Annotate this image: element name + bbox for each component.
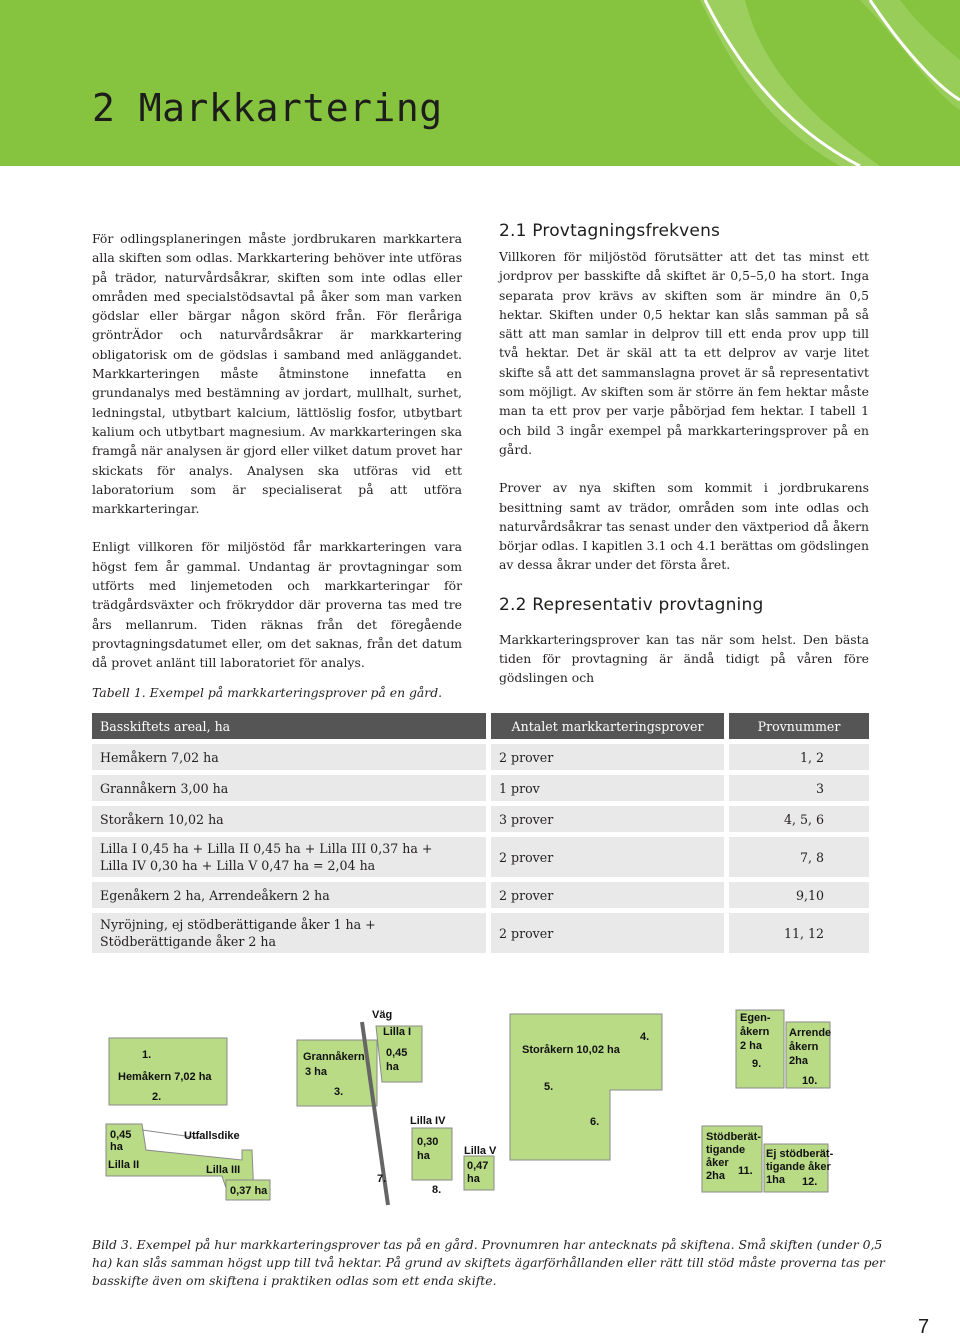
field-label: åkern — [740, 1026, 770, 1038]
column-header: Antalet markkarteringsprover — [486, 713, 724, 739]
figure-caption: Bild 3. Exempel på hur markkarteringsprover tas på en gård. Provnumren har antecknats på skiftena. Små skiften (under 0,5 ha) kan slås samman högst upp till två hektar. På grund av skiftets ägarförhållanden eller rätt till stöd måste proverna tas per basskifte även om skiftena i praktiken odlas som ett enda skifte. — [92, 1237, 885, 1288]
table-cell: Hemåkern 7,02 ha — [92, 744, 486, 770]
farm-map — [92, 1000, 892, 1210]
sample-number: 9. — [752, 1058, 762, 1070]
left-column — [92, 229, 462, 692]
table-cell: 2 prover — [486, 882, 724, 908]
table-cell — [92, 913, 486, 953]
table-cell: 3 — [724, 775, 869, 801]
chapter-header — [0, 0, 960, 166]
table-row — [92, 775, 869, 801]
table-cell: 2 prover — [486, 837, 724, 877]
section-heading: 2.2 Representativ provtagning — [499, 594, 764, 615]
table-cell: Grannåkern 3,00 ha — [92, 775, 486, 801]
field-label: Grannåkern — [303, 1051, 365, 1063]
chapter-title: 2 Markkartering — [92, 86, 443, 130]
field-label: Storåkern 10,02 ha — [522, 1044, 620, 1056]
column-header: Provnummer — [724, 713, 869, 739]
field-label: ha — [417, 1150, 430, 1162]
table-row — [92, 837, 869, 877]
sample-number: 4. — [640, 1031, 650, 1043]
leaf-decoration — [0, 0, 960, 166]
paragraph: Enligt villkoren för miljöstöd får markkarteringen vara högst fem år gammal. Undantag är provtagningar som utförts med linjemetoden och markkarteringar för trädgårdsväxter och frökryddor där proverna tas med tre års mellanrum. Tiden räknas från det föregående provtagningsdatumet eller, om det saknas, från det datum då provet anlänt till laboratoriet för analys. — [92, 539, 462, 671]
field-label: ha — [110, 1141, 123, 1153]
field-label: Lilla I — [383, 1026, 412, 1038]
field-label: 1ha — [766, 1174, 785, 1186]
field-label: Stödberät- — [706, 1131, 761, 1143]
table-cell: 1, 2 — [724, 744, 869, 770]
field-label: Egen- — [740, 1012, 771, 1024]
field-label: Lilla III — [206, 1164, 241, 1176]
paragraph: Markkarteringsprover kan tas när som helst. Den bästa tiden för provtagning är ändå tidigt på våren före gödslingen och — [499, 631, 869, 686]
paragraph: Prover av nya skiften som kommit i jordbrukarens besittning samt av trädor, områden som inte odlas och naturvårdsåkrar tas senast under den växtperiod då åkern börjar odlas. I kapitlen 3.1 och 4.1 berättas om gödslingen av dessa åkrar under det första året. — [499, 480, 869, 573]
right-column — [499, 220, 869, 707]
sample-number: 6. — [590, 1116, 600, 1128]
field-label: 0,37 ha — [230, 1185, 268, 1197]
field-label: 2ha — [706, 1170, 725, 1182]
field-label: 2ha — [789, 1055, 808, 1067]
field-label: 0,30 — [417, 1136, 439, 1148]
table-cell — [92, 837, 486, 877]
table-cell: Storåkern 10,02 ha — [92, 806, 486, 832]
cell-line: Stödberättigande åker 2 ha — [100, 934, 276, 949]
field-label: 0,47 — [467, 1160, 489, 1172]
road-label: Väg — [372, 1009, 393, 1021]
paragraph: Villkoren för miljöstöd förutsätter att det tas minst ett jordprov per basskifte då skiftet är 0,5–5,0 ha stort. Inga separata prov krävs av skiften som är mindre än 0,5 hektar. Skiften under 0,5 hektar kan slås samman på så sätt att man samlar in delprov till ett enda prov upp till två hektar. Det är skäl att ta ett delprov av varje litet skifte så att det sammanslagna provet är så representativt som möjligt. Av skiften som är större än fem hektar måste man ta ett prov per varje påbörjad fem hektar. I tabell 1 och bild 3 ingår exempel på markkarteringsprover på en gård. — [499, 249, 869, 457]
table-caption: Tabell 1. Exempel på markkarteringsprover på en gård. — [92, 685, 443, 700]
table-cell: 7, 8 — [724, 837, 869, 877]
table-cell: 1 prov — [486, 775, 724, 801]
table-cell: 2 prover — [486, 913, 724, 953]
field-label: 2 ha — [740, 1040, 763, 1052]
field-label: tigande — [706, 1144, 746, 1156]
table-cell: Egenåkern 2 ha, Arrendeåkern 2 ha — [92, 882, 486, 908]
field-label: tigande åker — [766, 1161, 831, 1173]
cell-line: Nyröjning, ej stödberättigande åker 1 ha + — [100, 917, 376, 932]
table-row — [92, 744, 869, 770]
field-label: ha — [386, 1061, 399, 1073]
sample-number: 8. — [432, 1184, 442, 1196]
table-cell: 9,10 — [724, 882, 869, 908]
cell-line: Lilla I 0,45 ha + Lilla II 0,45 ha + Lilla III 0,37 ha + — [100, 841, 433, 856]
sample-number: 10. — [802, 1075, 818, 1087]
field-label: ha — [467, 1173, 480, 1185]
table-row — [92, 806, 869, 832]
field-label: Lilla IV — [410, 1115, 446, 1127]
field-label: 0,45 — [110, 1129, 132, 1141]
sample-number: 2. — [152, 1091, 162, 1103]
sample-number: 7. — [377, 1173, 387, 1185]
section-heading: 2.1 Provtagningsfrekvens — [499, 221, 721, 241]
sample-number: 5. — [544, 1081, 554, 1093]
paragraph: För odlingsplaneringen måste jordbrukaren markkartera alla skiften som odlas. Markkartering behöver inte utföras på trädor, naturvårdsåkrar, skiften som inte odlas eller områden med specialstödsavtal på åker som man varken gödslar eller bärgar någon skörd från. För fleråriga gröntrÄdor och naturvårdsåkrar är markkartering obligatorisk om de gödslas i samband med anläggandet. Markkarteringen måste åtminstone innefatta en grundanalys med bestämning av jordart, mullhalt, surhet, ledningstal, utbytbart kalcium, lättlöslig fosfor, utbytbart kalium och utbytbart magnesium. Av markkarteringen ska framgå när analysen är gjord eller vilket datum provet har skickats för analys. Analysen ska utföras vid ett laboratorium som är specialiserat på att utföra markkarteringar. — [92, 231, 462, 517]
sample-number: 1. — [142, 1049, 152, 1061]
table-row — [92, 913, 869, 953]
field-label: Hemåkern 7,02 ha — [118, 1071, 212, 1083]
page-number: 7 — [918, 1316, 930, 1338]
sample-table — [92, 708, 869, 958]
table-cell: 2 prover — [486, 744, 724, 770]
table-row — [92, 882, 869, 908]
ditch-label: Utfallsdike — [184, 1130, 240, 1142]
cell-line: Lilla IV 0,30 ha + Lilla V 0,47 ha = 2,04 ha — [100, 858, 376, 873]
field-label: 0,45 — [386, 1047, 408, 1059]
field-label: åker — [706, 1157, 729, 1169]
field-label: åkern — [789, 1041, 819, 1053]
sample-number: 3. — [334, 1086, 344, 1098]
field-label: Arrende — [789, 1027, 832, 1039]
table-cell: 4, 5, 6 — [724, 806, 869, 832]
table-cell: 11, 12 — [724, 913, 869, 953]
field-label: 3 ha — [305, 1066, 328, 1078]
sample-number: 11. — [738, 1165, 753, 1177]
column-header: Basskiftets areal, ha — [92, 713, 486, 739]
sample-number: 12. — [802, 1176, 818, 1188]
field-label: Lilla V — [464, 1145, 497, 1157]
field-label: Lilla II — [108, 1159, 140, 1171]
table-cell: 3 prover — [486, 806, 724, 832]
field-label: Ej stödberät- — [766, 1148, 834, 1160]
table-header-row — [92, 713, 869, 739]
